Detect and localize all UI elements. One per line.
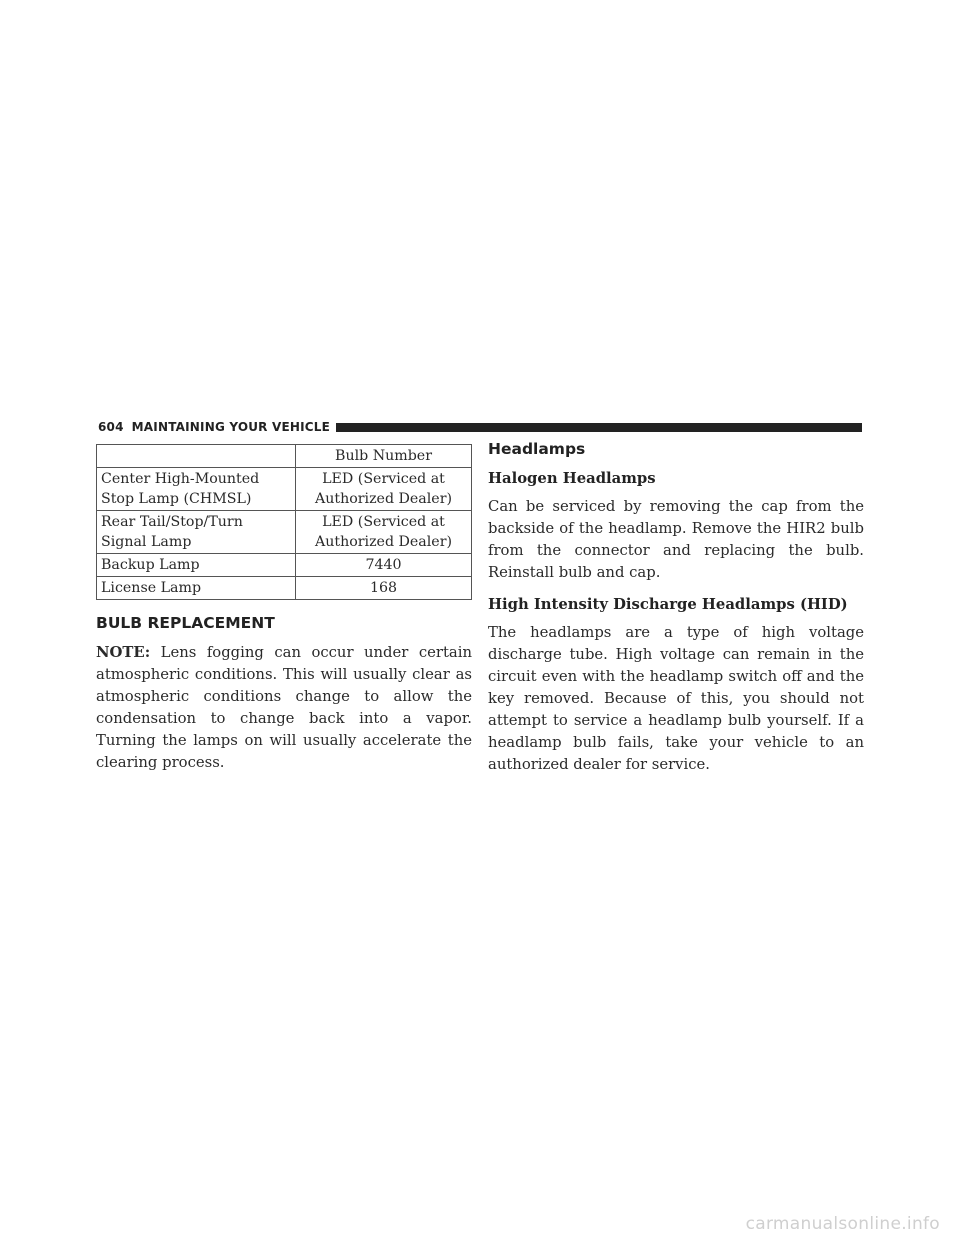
note-text: Lens fogging can occur under certain atmospheric conditions. This will usually clear as atmospheric conditions change to allow the condensation to change back into a vapor. Turning the lamps on will usually accelerate the clearing process. [96, 644, 472, 771]
hid-headlamps-heading: High Intensity Discharge Headlamps (HID) [488, 596, 848, 613]
right-column [488, 440, 864, 776]
page-number: 604 [98, 420, 124, 434]
table-row [97, 468, 472, 511]
site-watermark: carmanualsonline.info [745, 1214, 940, 1234]
table-cell-bulb: LED (Serviced at Authorized Dealer) [296, 468, 472, 511]
table-cell-lamp: Backup Lamp [97, 554, 296, 577]
table-cell-lamp: Rear Tail/Stop/Turn Signal Lamp [97, 511, 296, 554]
table-cell-bulb: 7440 [296, 554, 472, 577]
note-paragraph [96, 642, 472, 774]
headlamps-heading: Headlamps [488, 440, 586, 458]
table-row [97, 577, 472, 600]
table-header-cell: Bulb Number [296, 445, 472, 468]
bulb-replacement-heading: BULB REPLACEMENT [96, 614, 275, 632]
hid-paragraph: The headlamps are a type of high voltage discharge tube. High voltage can remain in the circuit even with the headlamp switch off and the key removed. Because of this, you should not attempt to service a headlamp bulb yourself. If a headlamp bulb fails, take your vehicle to an authorized dealer for service. [488, 624, 864, 773]
table-header-cell [97, 445, 296, 468]
table-cell-lamp: License Lamp [97, 577, 296, 600]
section-title: MAINTAINING YOUR VEHICLE [131, 420, 331, 434]
page-header [98, 418, 862, 436]
halogen-paragraph: Can be serviced by removing the cap from the backside of the headlamp. Remove the HIR2 bulb from the connector and replacing the bulb. Reinstall bulb and cap. [488, 498, 864, 581]
table-cell-bulb: LED (Serviced at Authorized Dealer) [296, 511, 472, 554]
table-cell-bulb: 168 [296, 577, 472, 600]
table-row [97, 554, 472, 577]
table-row [97, 511, 472, 554]
halogen-headlamps-heading: Halogen Headlamps [488, 470, 656, 487]
left-column [96, 444, 472, 774]
table-header-row [97, 445, 472, 468]
header-rule [336, 423, 862, 432]
bulb-number-table [96, 444, 472, 600]
note-label: NOTE: [96, 644, 151, 661]
table-cell-lamp: Center High-Mounted Stop Lamp (CHMSL) [97, 468, 296, 511]
